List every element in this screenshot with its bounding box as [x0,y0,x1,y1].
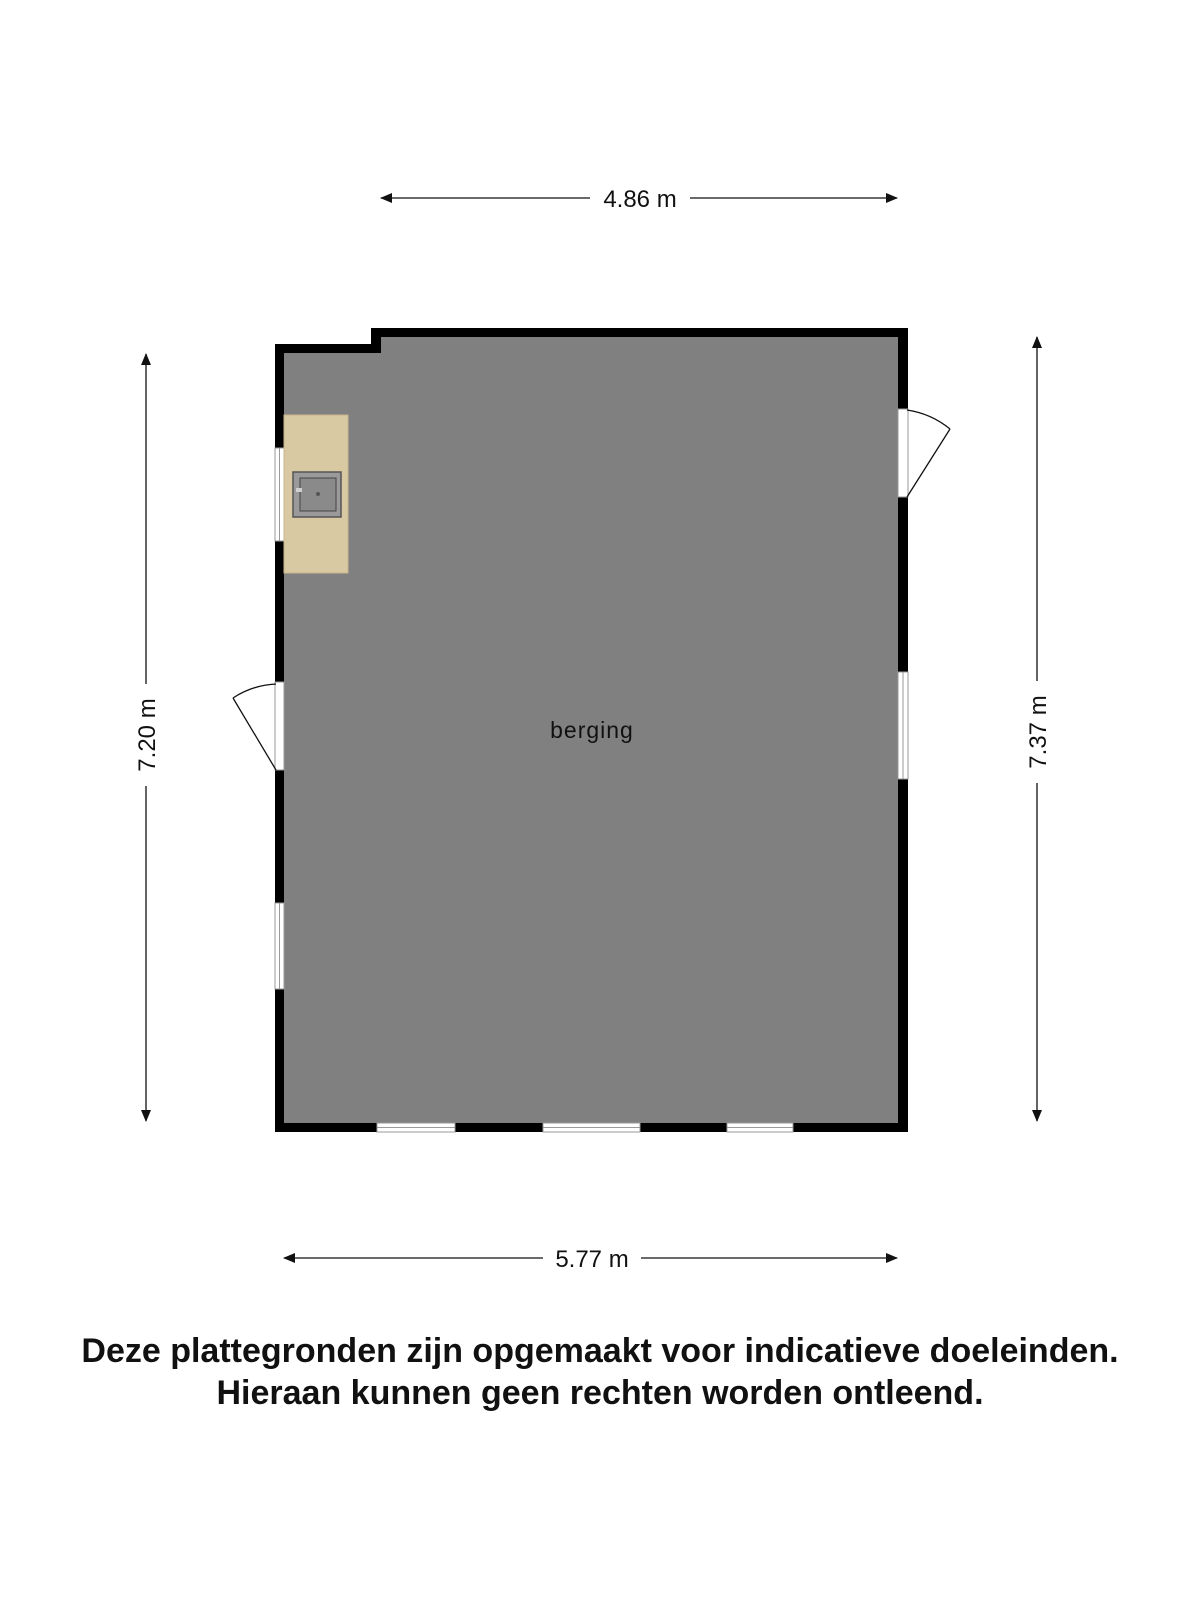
sink-icon [293,472,341,517]
window-left-1 [275,448,284,541]
window-right-1 [898,672,908,779]
room-label-berging: berging [550,717,634,743]
disclaimer [0,1330,1200,1414]
dimension-right [1025,337,1052,1121]
dimension-top [381,186,897,213]
window-left-2 [275,903,284,989]
window-bottom-2 [543,1123,640,1132]
window-bottom-1 [377,1123,455,1132]
dimension-top-label: 4.86 m [603,186,677,213]
dimension-right-label: 7.37 m [1025,695,1052,769]
dimension-bottom-label: 5.77 m [555,1246,629,1273]
dimension-left-label: 7.20 m [134,698,161,772]
dimension-bottom [284,1246,897,1273]
window-bottom-3 [727,1123,793,1132]
disclaimer-line-1: Deze plattegronden zijn opgemaakt voor indicatieve doeleinden. [81,1332,1119,1370]
door-left [233,682,284,770]
disclaimer-line-2: Hieraan kunnen geen rechten worden ontleend. [216,1374,984,1412]
door-right [898,409,950,497]
dimension-left [134,354,161,1121]
